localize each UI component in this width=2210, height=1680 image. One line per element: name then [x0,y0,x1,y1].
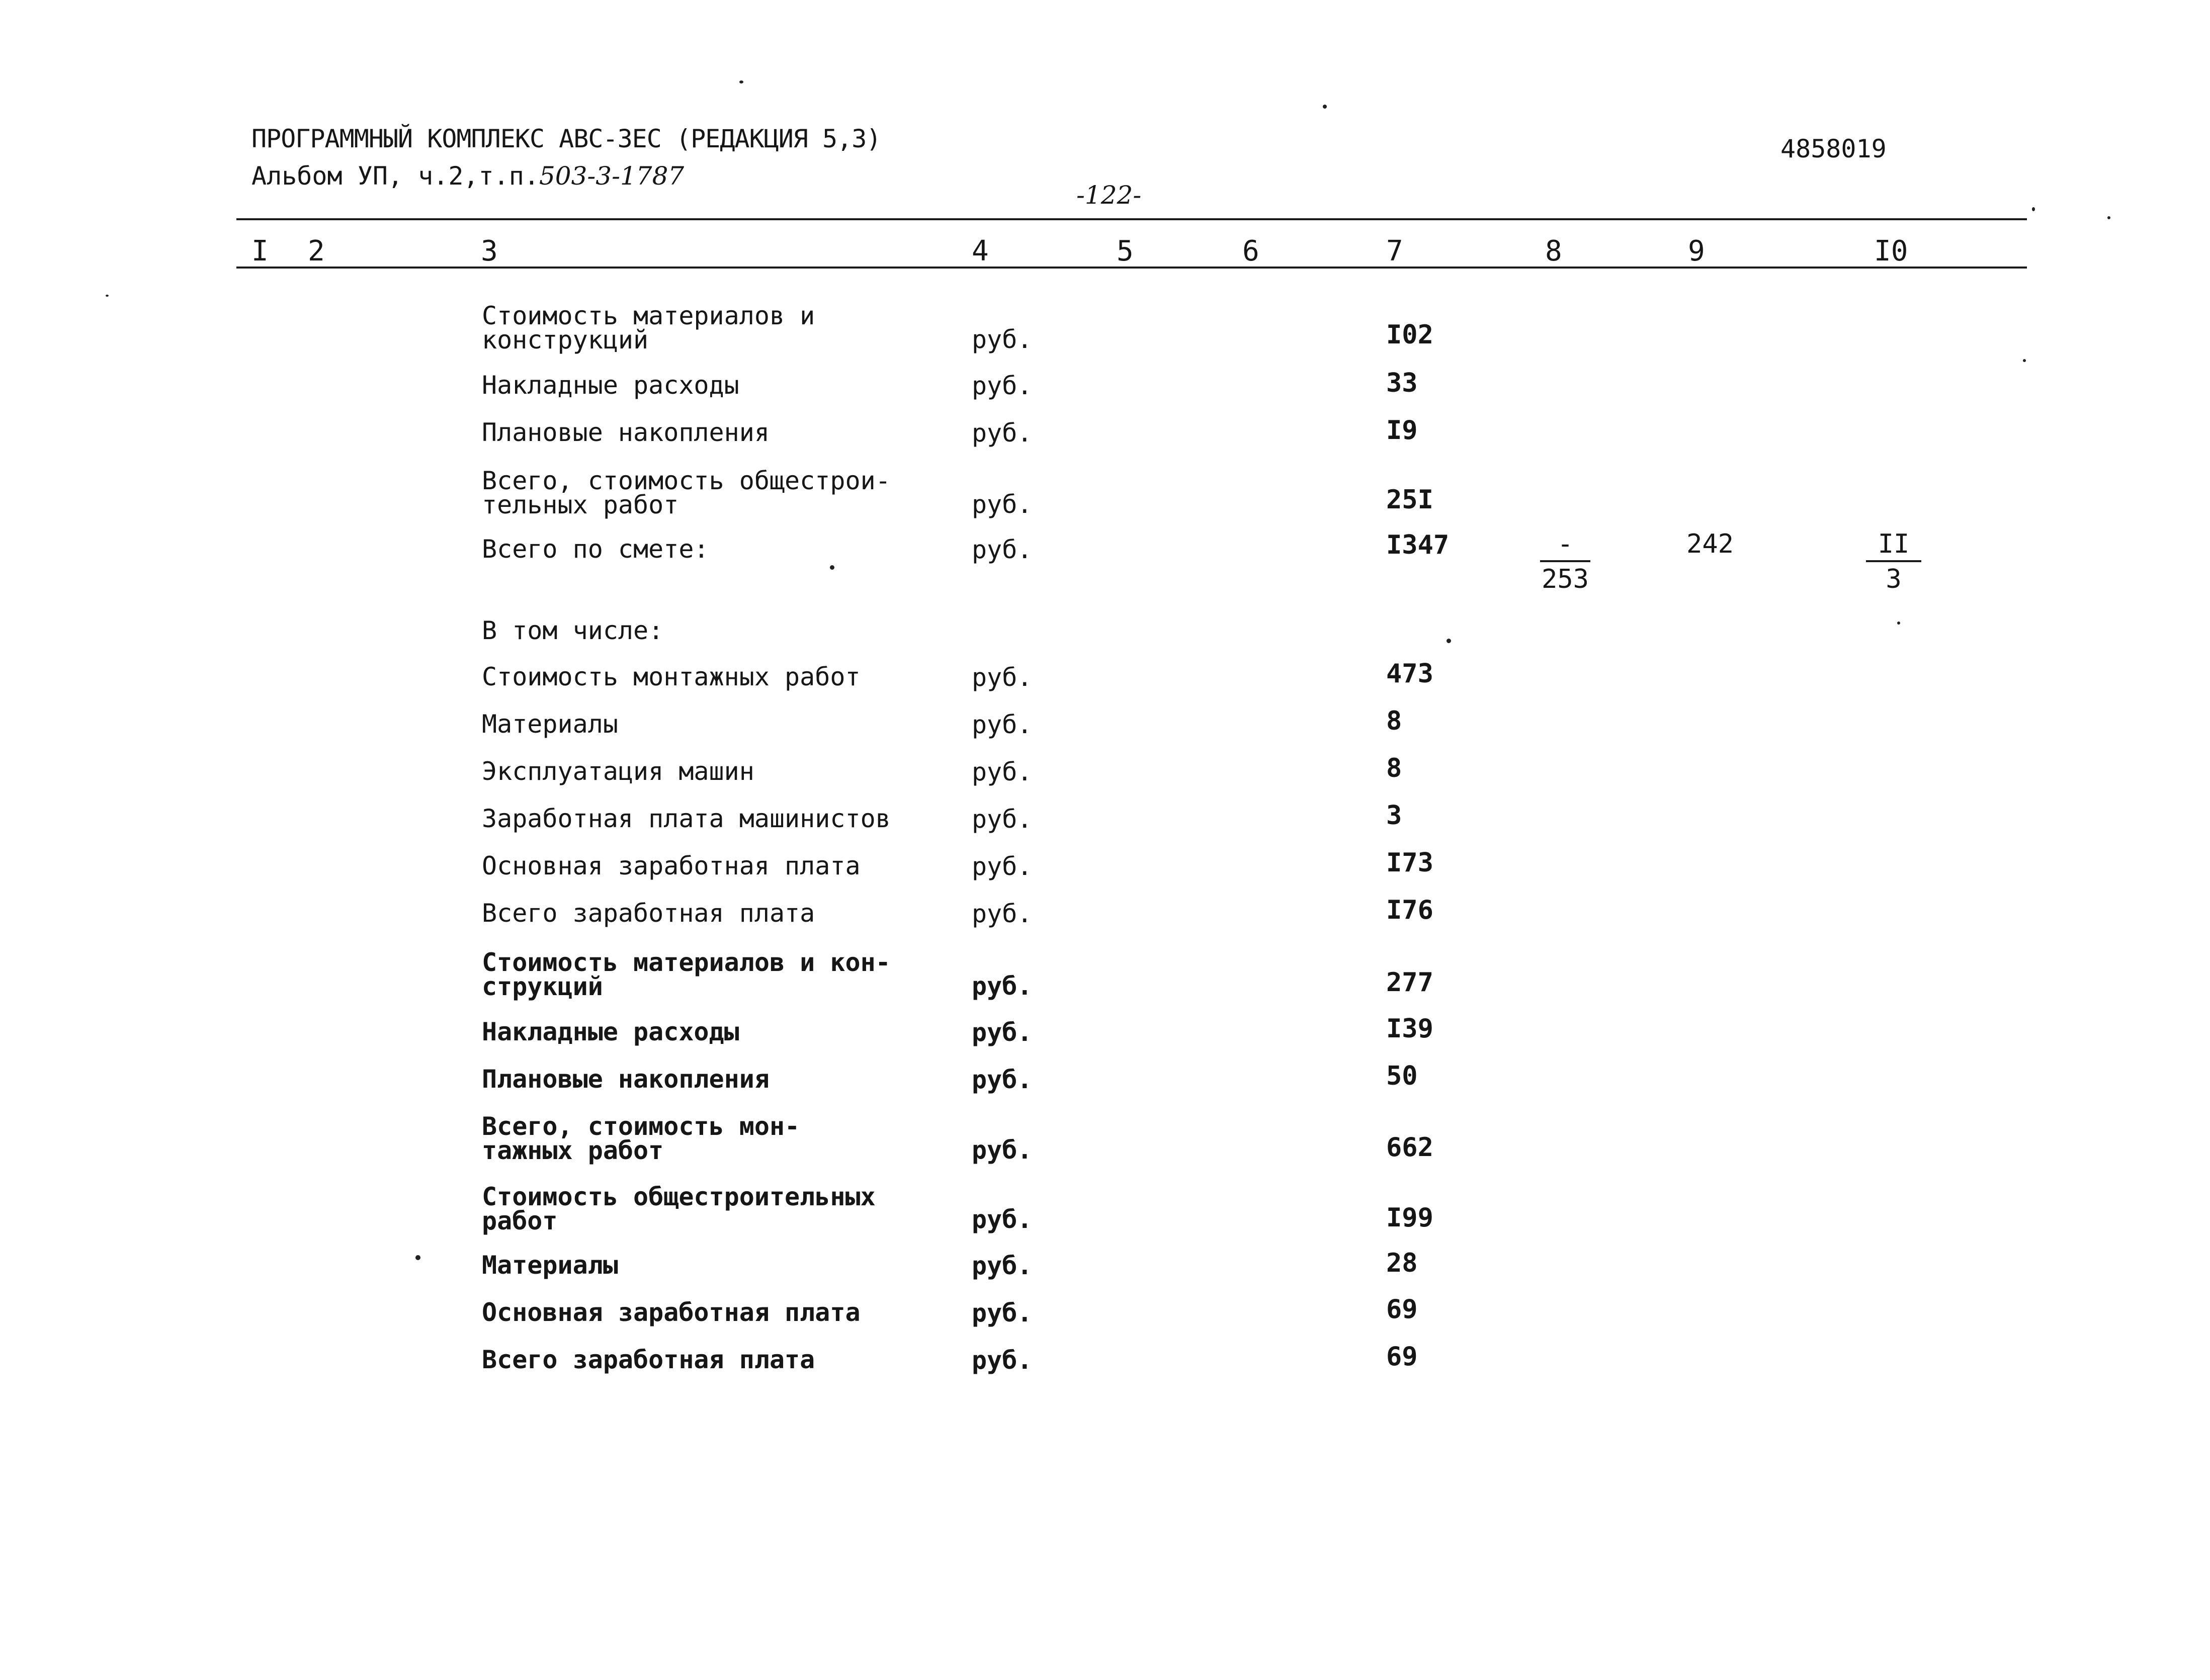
column-number-8: 8 [1545,235,1562,268]
row-value-col7: 277 [1386,967,1433,998]
scan-speck [1323,105,1327,109]
album-reference [251,161,684,191]
row-label: Стоимость материалов и конструкций [482,301,815,355]
row-value-col7: 69 [1386,1294,1418,1324]
column-number-10: I0 [1874,235,1908,268]
fraction-denominator: 253 [1542,564,1589,594]
row-value-col7: I73 [1386,848,1433,878]
column-number-9: 9 [1688,235,1705,268]
row-label: Основная заработная плата [482,1298,861,1327]
row-unit: руб. [972,710,1033,739]
row-label: Всего, стоимость мон- тажных работ [482,1112,800,1165]
row-value-col7: 8 [1386,706,1402,736]
document-number: 4858019 [1780,134,1887,163]
row-label: Стоимость общестроительных работ [482,1182,876,1235]
row-label: Накладные расходы [482,371,739,400]
row-label: Всего заработная плата [482,1345,815,1374]
row-label: Всего заработная плата [482,899,815,928]
row-value-col7: I39 [1386,1014,1433,1044]
row-unit: руб. [972,805,1033,834]
row-value-col7: 33 [1386,368,1418,398]
row-value-col7: I99 [1386,1203,1433,1233]
section-heading: В том числе: [482,616,664,645]
scan-speck [2032,207,2035,211]
scan-speck [1897,622,1900,625]
row-value-col8-fraction [1540,530,1590,593]
scan-speck [1447,639,1451,643]
column-number-4: 4 [972,235,989,268]
row-label: Стоимость монтажных работ [482,662,861,691]
header-rule-top [236,218,2027,220]
row-value-col9: 242 [1686,529,1734,559]
column-number-5: 5 [1117,235,1134,268]
row-value-col7: 3 [1386,801,1402,831]
album-reference-text: Альбом УП, ч.2,т.п. [251,161,539,191]
row-unit: руб. [972,371,1033,400]
row-value-col7: 69 [1386,1342,1418,1372]
row-unit: руб. [972,1251,1033,1280]
row-unit: руб. [972,899,1033,928]
row-unit: руб. [972,535,1033,564]
row-unit: руб. [972,971,1033,1001]
row-value-col7: 28 [1386,1248,1418,1278]
row-unit: руб. [972,757,1033,786]
column-number-1: I [251,235,269,268]
row-unit: руб. [972,1205,1033,1234]
fraction-denominator: 3 [1886,564,1902,594]
fraction-numerator: II [1866,530,1921,562]
row-label: Всего по смете: [482,535,709,564]
column-number-6: 6 [1242,235,1259,268]
column-number-3: 3 [481,235,498,268]
scan-speck [2107,216,2110,219]
scan-speck [415,1255,420,1260]
row-value-col7: I9 [1386,415,1418,446]
row-label: Плановые накопления [482,1065,770,1094]
row-value-col7: 25I [1386,485,1433,515]
row-value-col7: 473 [1386,659,1433,689]
row-label: Накладные расходы [482,1017,739,1046]
row-label: Всего, стоимость общестрои- тельных работ [482,466,891,519]
page-number: -122- [1076,181,1142,210]
column-number-2: 2 [308,235,325,268]
row-unit: руб. [972,852,1033,881]
row-unit: руб. [972,663,1033,692]
row-value-col7: 50 [1386,1061,1418,1091]
row-unit: руб. [972,1298,1033,1328]
scan-speck [2023,359,2026,362]
row-value-col7: I02 [1386,320,1433,350]
row-value-col7: I347 [1386,530,1450,560]
row-value-col7: I76 [1386,895,1433,925]
fraction-numerator: - [1540,530,1590,562]
row-unit: руб. [972,1346,1033,1375]
row-label: Материалы [482,1251,618,1280]
row-label: Материалы [482,710,618,739]
row-unit: руб. [972,1065,1033,1094]
project-number-handwritten: 503-3-1787 [539,161,685,191]
scan-speck [106,295,109,297]
program-title: ПРОГРАММНЫЙ КОМПЛЕКС АВС-ЗЕС (РЕДАКЦИЯ 5,3) [251,124,881,153]
row-label: Заработная плата машинистов [482,804,891,833]
row-value-col10-fraction [1866,530,1921,593]
scan-speck [830,565,834,570]
row-value-col7: 662 [1386,1132,1433,1163]
row-unit: руб. [972,490,1033,519]
row-label: Эксплуатация машин [482,757,754,786]
row-label: Стоимость материалов и кон- струкций [482,948,891,1001]
scan-speck [739,80,743,83]
column-number-7: 7 [1386,235,1403,268]
row-value-col7: 8 [1386,753,1402,783]
row-label: Основная заработная плата [482,851,861,880]
row-unit: руб. [972,418,1033,448]
row-label: Плановые накопления [482,418,770,447]
row-unit: руб. [972,325,1033,354]
row-unit: руб. [972,1135,1033,1165]
row-unit: руб. [972,1018,1033,1047]
